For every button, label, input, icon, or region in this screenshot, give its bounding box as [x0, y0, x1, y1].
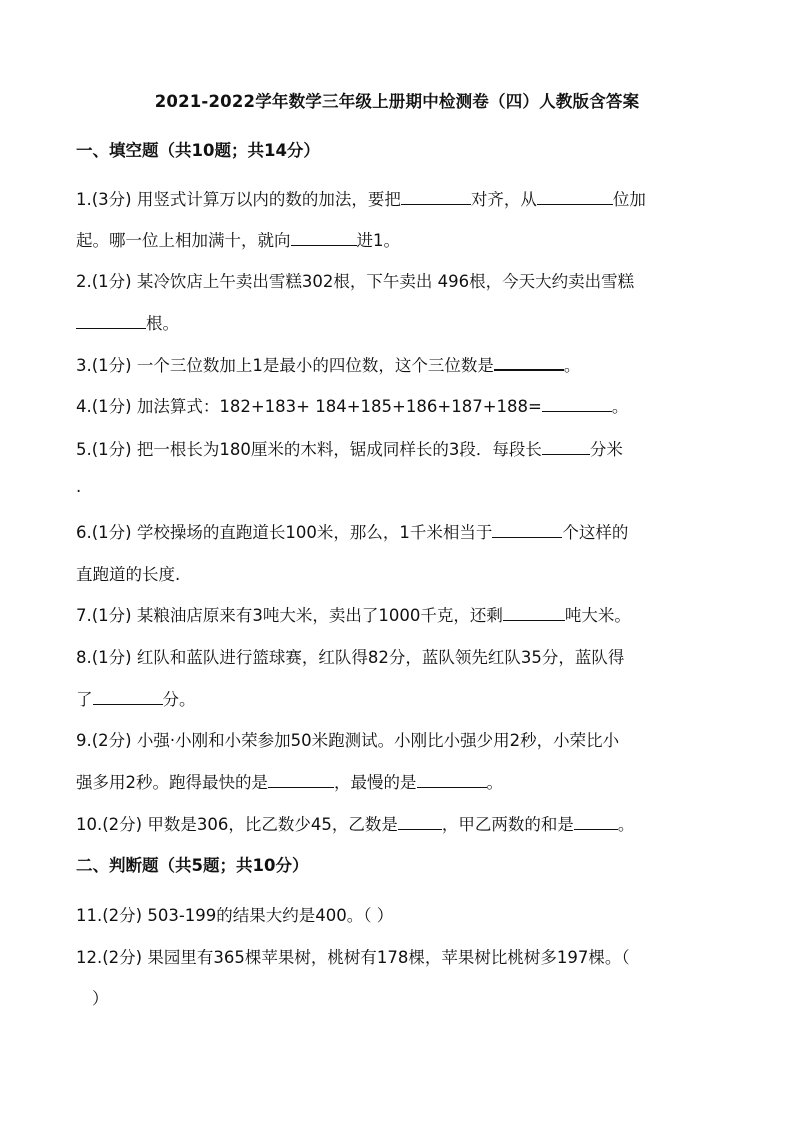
question-text: 吨大米。: [564, 606, 631, 625]
question-2-line-1: 2.(1分) 某冷饮店上午卖出雪糕302根，下午卖出 496根，今天大约卖出雪糕: [76, 272, 635, 291]
question-text: 10.(2分) 甲数是306，比乙数少45，乙数是: [76, 815, 398, 834]
question-8-line-1: 8.(1分) 红队和蓝队进行篮球赛，红队得82分，蓝队领先红队35分，蓝队得: [76, 648, 625, 667]
section-heading-fill-in: 一、填空题（共10题；共14分）: [76, 141, 320, 160]
question-12-line-2: ）: [92, 989, 109, 1008]
question-text: 4.(1分) 加法算式：182+183+ 184+185+186+187+188=: [76, 397, 542, 416]
question-text: 。: [563, 356, 581, 375]
question-1-line-1: [76, 186, 646, 210]
question-10: [76, 811, 634, 835]
question-text: 了: [76, 690, 93, 709]
question-4: [76, 393, 628, 417]
question-12-line-1: 12.(2分) 果园里有365棵苹果树，桃树有178棵，苹果树比桃树多197棵。（: [76, 948, 630, 967]
question-text: 分米: [589, 440, 623, 459]
question-9-line-2: [76, 769, 503, 793]
question-text: 个这样的: [562, 523, 629, 542]
question-5-line-1: [76, 436, 623, 460]
question-text: 7.(1分) 某粮油店原来有3吨大米，卖出了1000千克，还剩: [76, 606, 503, 625]
question-text: 根。: [146, 314, 179, 333]
question-text: 1.(3分) 用竖式计算万以内的数的加法，要把: [76, 190, 401, 209]
section-heading-true-false: 二、判断题（共5题；共10分）: [76, 856, 309, 875]
question-text: 。: [617, 815, 635, 834]
question-3: [76, 352, 580, 376]
question-8-line-2: [76, 686, 196, 710]
question-text: 3.(1分) 一个三位数加上1是最小的四位数，这个三位数是: [76, 356, 494, 375]
question-text: 强多用2秒。跑得最快的是: [76, 773, 268, 792]
question-text: 对齐，从: [470, 190, 537, 209]
answer-blank[interactable]: [398, 813, 442, 830]
question-9-line-1: 9.(2分) 小强·小刚和小荣参加50米跑测试。小刚比小强少用2秒，小荣比小: [76, 731, 620, 750]
question-text: 位加: [612, 190, 646, 209]
answer-blank[interactable]: [494, 353, 564, 371]
answer-blank[interactable]: [268, 771, 334, 788]
question-text: 6.(1分) 学校操场的直跑道长100米，那么，1千米相当于: [76, 523, 493, 542]
answer-blank[interactable]: [542, 438, 590, 455]
answer-blank[interactable]: [417, 771, 487, 788]
question-text: 分。: [162, 690, 196, 709]
question-text: ，甲乙两数的和是: [441, 815, 574, 834]
question-6-line-2: 直跑道的长度.: [76, 565, 181, 584]
answer-blank[interactable]: [401, 188, 471, 205]
answer-blank[interactable]: [503, 604, 565, 621]
page-title: 2021-2022学年数学三年级上册期中检测卷（四）人教版含答案: [154, 92, 640, 111]
question-text: 进1。: [356, 231, 400, 250]
question-text: 。: [486, 773, 503, 792]
question-text: 5.(1分) 把一根长为180厘米的木料，锯成同样长的3段．每段长: [76, 440, 542, 459]
answer-blank[interactable]: [537, 188, 613, 205]
answer-blank[interactable]: [574, 813, 618, 830]
question-text: 起。哪一位上相加满十，就向: [76, 231, 291, 250]
answer-blank[interactable]: [291, 229, 357, 246]
question-text: 。: [611, 397, 629, 416]
question-5-line-2: .: [76, 477, 82, 496]
question-1-line-2: [76, 227, 400, 251]
question-6-line-1: [76, 519, 628, 543]
question-11: 11.(2分) 503-199的结果大约是400。（ ）: [76, 906, 394, 925]
answer-blank[interactable]: [542, 395, 612, 412]
question-text: ，最慢的是: [334, 773, 417, 792]
answer-blank[interactable]: [93, 688, 163, 705]
answer-blank[interactable]: [76, 312, 146, 329]
question-7: [76, 602, 631, 626]
answer-blank[interactable]: [492, 521, 562, 538]
question-2-line-2: [76, 310, 179, 334]
